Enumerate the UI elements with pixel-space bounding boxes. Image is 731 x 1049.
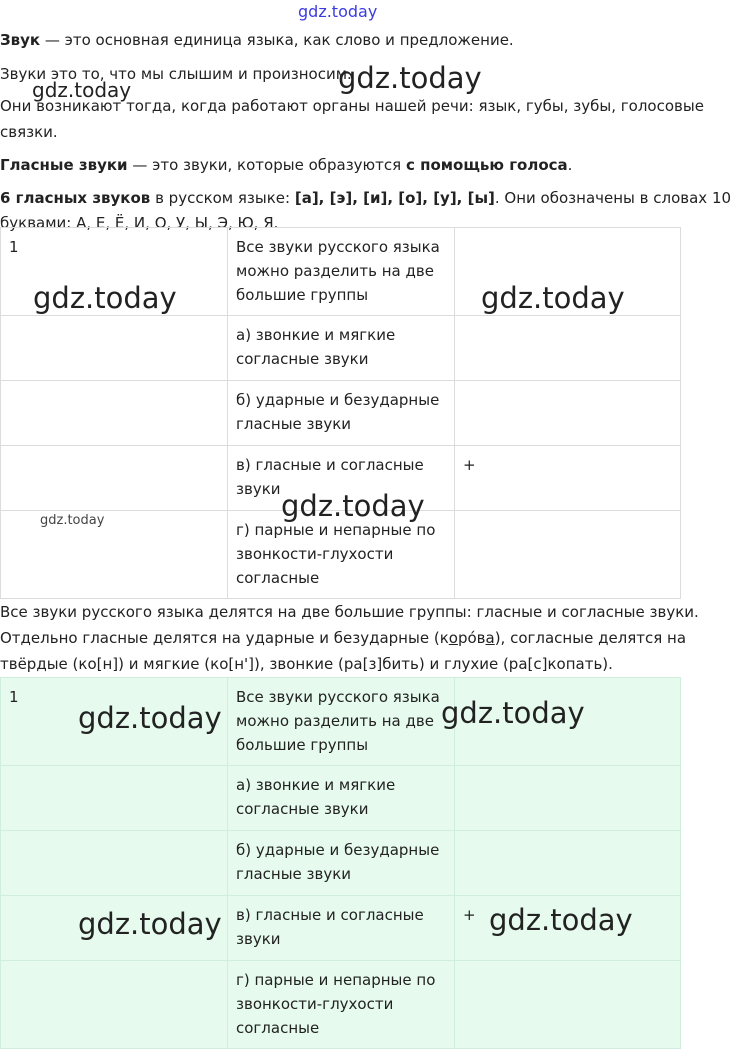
table-cell-mark — [455, 316, 681, 381]
table-row — [1, 961, 681, 1049]
table-cell-number: 1 — [1, 678, 228, 766]
paragraph-speech-organs-line2: связки. — [0, 123, 58, 141]
example-word-vowel-stressed: о́ — [467, 629, 477, 647]
term-vowels: Гласные звуки — [0, 156, 128, 174]
watermark: gdz.today — [481, 281, 625, 315]
watermark: gdz.today — [338, 61, 482, 95]
summary-line2-start: Отдельно гласные делятся на ударные и безударные ( — [0, 629, 440, 647]
table-row — [1, 316, 681, 381]
example-word-vowel-unstressed: а — [485, 629, 495, 647]
example-word-part: в — [476, 629, 486, 647]
table-row — [1, 766, 681, 831]
table-cell-number — [1, 766, 228, 831]
table-cell-number — [1, 381, 228, 446]
vowels-end: . — [567, 156, 573, 174]
table-cell-text: г) парные и непарные по звонкости-глухости согласные — [228, 961, 455, 1049]
table-cell-text: в) гласные и согласные звуки — [228, 896, 455, 961]
table-cell-text: в) гласные и согласные звуки — [228, 446, 455, 511]
vowels-mid-text: — это звуки, которые образуются — [127, 156, 406, 174]
table-cell-text: Все звуки русского языка можно разделить на две большие группы — [228, 678, 455, 766]
table-cell-number — [1, 316, 228, 381]
table-cell-number — [1, 511, 228, 599]
table-cell-mark — [455, 961, 681, 1049]
table-cell-text: а) звонкие и мягкие согласные звуки — [228, 766, 455, 831]
table-row — [1, 831, 681, 896]
paragraph-vowels-definition — [0, 152, 680, 178]
example-word-part: р — [457, 629, 468, 647]
table-cell-text: б) ударные и безударные гласные звуки — [228, 381, 455, 446]
table-cell-text: б) ударные и безударные гласные звуки — [228, 831, 455, 896]
table-cell-mark: + — [455, 446, 681, 511]
table-cell-mark — [455, 766, 681, 831]
table-cell-number — [1, 961, 228, 1049]
vowel-sounds-list: [а], [э], [и], [о], [у], [ы] — [294, 189, 495, 207]
letters-list: буквами: А, Е, Ё, И, О, У, Ы, Э, Ю, Я. — [0, 214, 279, 232]
watermark: gdz.today — [40, 513, 105, 528]
table-cell-text: г) парные и непарные по звонкости-глухости согласные — [228, 511, 455, 599]
watermark: gdz.today — [32, 78, 132, 102]
paragraph-summary-line3: твёрдые (ко[н]) и мягкие (ко[н']), звонкие (ра[з]бить) и глухие (ра[с]копать). — [0, 655, 613, 673]
table-cell-number — [1, 831, 228, 896]
watermark: gdz.today — [281, 489, 425, 523]
table-cell-mark — [455, 381, 681, 446]
table-cell-mark: + — [455, 896, 681, 961]
term-sound: Звук — [0, 31, 41, 49]
paragraph-speech-organs-line1: Они возникают тогда, когда работают органы нашей речи: язык, губы, зубы, голосовые — [0, 97, 704, 115]
table-cell-text: а) звонкие и мягкие согласные звуки — [228, 316, 455, 381]
six-vowels-end: . Они обозначены в словах 10 — [494, 189, 731, 207]
watermark: gdz.today — [441, 696, 585, 730]
watermark: gdz.today — [33, 281, 177, 315]
table-cell-text: Все звуки русского языка можно разделить на две большие группы — [228, 228, 455, 316]
paragraph-summary-line1: Все звуки русского языка делятся на две большие группы: гласные и согласные звуки. — [0, 603, 699, 621]
example-word-part: к — [439, 629, 449, 647]
table-cell-mark — [455, 831, 681, 896]
example-word-vowel-unstressed: о — [448, 629, 458, 647]
summary-line2-end: ), согласные делятся на — [494, 629, 687, 647]
six-vowels-mid: в русском языке: — [150, 189, 295, 207]
paragraph-six-vowels — [0, 185, 731, 211]
table-row — [1, 381, 681, 446]
paragraph-sounds-heard: Звуки это то, что мы слышим и произносим. — [0, 65, 352, 83]
bold-six-vowels: 6 гласных звуков — [0, 189, 151, 207]
paragraph-sound-definition — [0, 27, 680, 53]
watermark: gdz.today — [78, 907, 222, 941]
definition-text: — это основная единица языка, как слово и предложение. — [40, 31, 514, 49]
top-watermark: gdz.today — [298, 2, 378, 21]
watermark: gdz.today — [78, 701, 222, 735]
paragraph-summary-line2 — [0, 625, 687, 651]
bold-voice: с помощью голоса — [405, 156, 568, 174]
table-cell-number — [1, 446, 228, 511]
table-cell-mark — [455, 511, 681, 599]
watermark: gdz.today — [489, 903, 633, 937]
table-cell-number: 1 — [1, 228, 228, 316]
